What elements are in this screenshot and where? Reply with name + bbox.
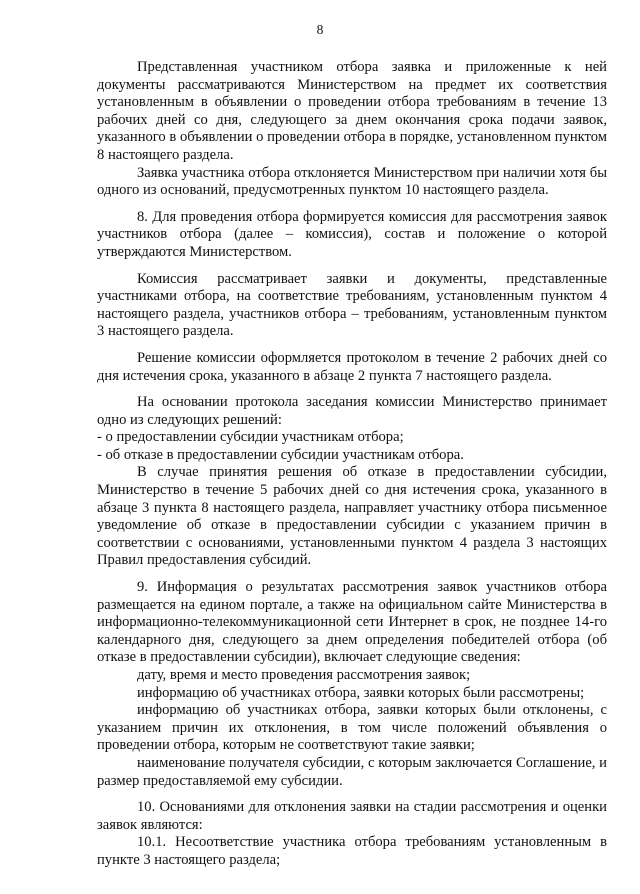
page-number: 8: [316, 22, 324, 37]
list-item: наименование получателя субсидии, с которым заключается Соглашение, и размер предоставляемой ему субсидии.: [97, 754, 607, 789]
list-item: - о предоставлении субсидии участникам отбора;: [97, 429, 404, 446]
paragraph: Представленная участником отбора заявка и приложенные к ней документы рассматриваются Министерством на предмет их соответствия установленным в объявлении о проведении отбора требованиям в течение 13 рабочих дней со дня, следующего за днем окончания срока подачи заявок, указанного в объявлении о проведении отбора в порядке, установленном пунктом 8 настоящего раздела.: [97, 59, 607, 163]
paragraph: Решение комиссии оформляется протоколом в течение 2 рабочих дней со дня истечения срока, указанного в абзаце 2 пункта 7 настоящего раздела.: [97, 349, 607, 384]
paragraph: Комиссия рассматривает заявки и документы, представленные участниками отбора, на соответствие требованиям, установленным пунктом 4 настоящего раздела, участников отбора – требованиям, установленным пунктом 3 настоящего раздела.: [97, 270, 607, 340]
paragraph: В случае принятия решения об отказе в предоставлении субсидии, Министерство в течение 5 рабочих дней со дня истечения срока, указанного в абзаце 3 пункта 8 настоящего раздела, направляет участнику отбора письменное уведомление об отказе в предоставлении субсидии с указанием причин в соответствии с основаниями, установленными пунктом 4 раздела 3 настоящих Правил предоставления субсидий.: [97, 464, 607, 569]
paragraph: 10.1. Несоответствие участника отбора требованиям установленным в пункте 3 настоящего раздела;: [97, 834, 607, 868]
paragraph: На основании протокола заседания комиссии Министерство принимает одно из следующих решений:: [97, 394, 607, 428]
list-item: информацию об участниках отбора, заявки которых были отклонены, с указанием причин их отклонения, в том числе положений объявления о проведении отбора, которым не соответствуют такие заявки;: [97, 702, 607, 754]
paragraph: 8. Для проведения отбора формируется комиссия для рассмотрения заявок участников отбора (далее – комиссия), состав и положение о которой утверждаются Министерством.: [97, 208, 607, 260]
document-body: [97, 59, 607, 870]
list-item: информацию об участниках отбора, заявки которых были рассмотрены;: [137, 684, 585, 701]
paragraph: 10. Основаниями для отклонения заявки на стадии рассмотрения и оценки заявок являются:: [97, 799, 607, 833]
list-item: - об отказе в предоставлении субсидии участникам отбора.: [97, 446, 464, 463]
paragraph: Заявка участника отбора отклоняется Министерством при наличии хотя бы одного из оснований, предусмотренных пунктом 10 настоящего раздела.: [97, 164, 607, 199]
paragraph: 9. Информация о результатах рассмотрения заявок участников отбора размещается на едином портале, а также на официальном сайте Министерства в информационно-телекоммуникационной сети Интернет в срок, не позднее 14-го календарного дня, следующего за днем определения победителей отбора (об отказе в предоставлении субсидии), включает следующие сведения:: [97, 579, 607, 666]
list-item: дату, время и место проведения рассмотрения заявок;: [137, 667, 471, 683]
